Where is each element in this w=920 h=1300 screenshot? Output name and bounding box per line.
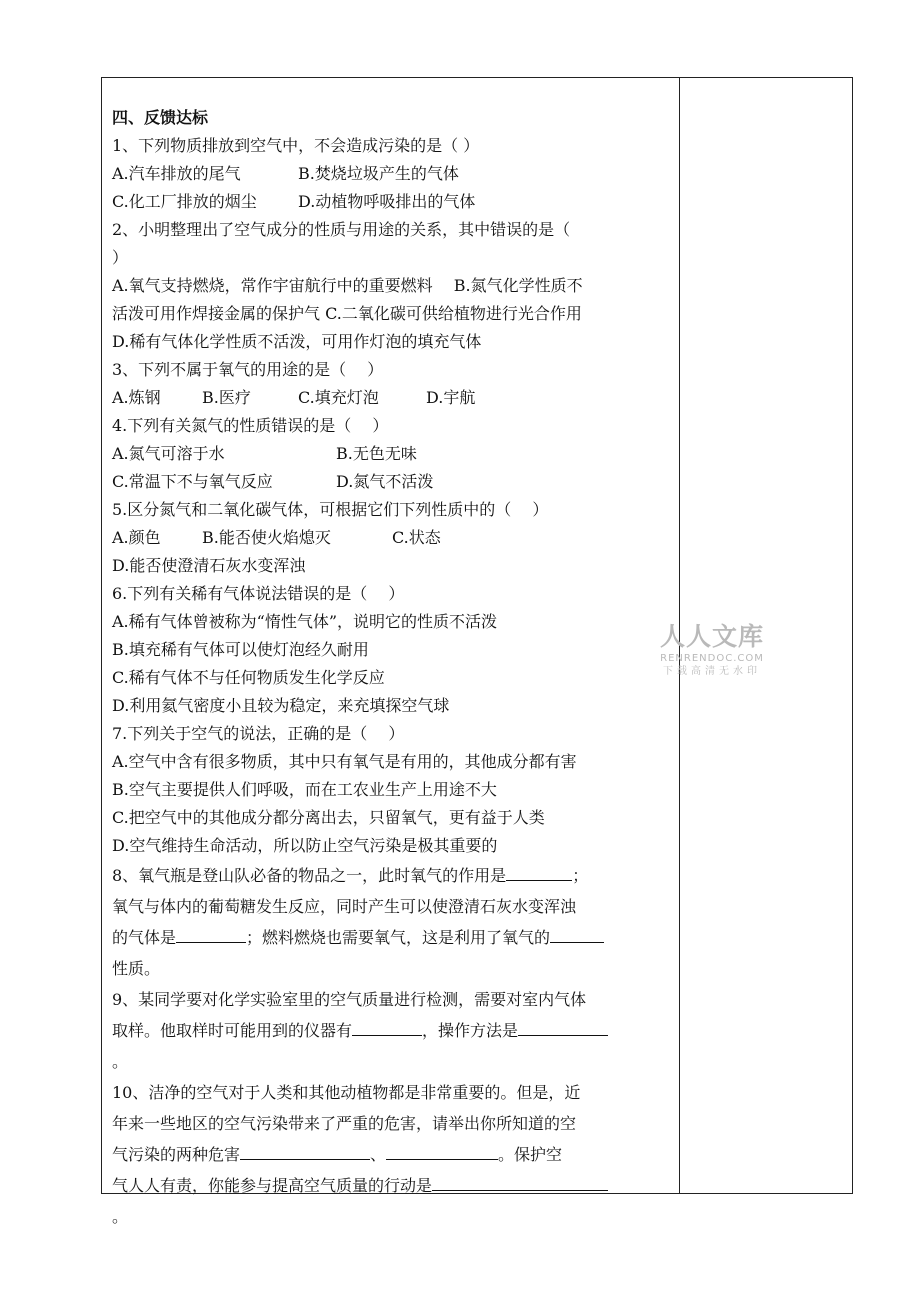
q10-text-4: 气人人有责，你能参与提高空气质量的行动是: [112, 1176, 433, 1195]
q10-blank-2[interactable]: [386, 1141, 498, 1160]
question-4-options-cd: [112, 468, 670, 496]
question-4-stem: 4.下列有关氮气的性质错误的是（ ）: [112, 416, 389, 435]
q5-option-c: C.状态: [392, 528, 441, 547]
q7-option-d: D.空气维持生命活动，所以防止空气污染是极其重要的: [112, 836, 498, 855]
question-2-options-bc: 活泼可用作焊接金属的保护气 C.二氧化碳可供给植物进行光合作用: [112, 304, 582, 323]
question-7-stem: 7.下列关于空气的说法，正确的是（ ）: [112, 724, 405, 743]
question-5-option-d: D.能否使澄清石灰水变浑浊: [112, 556, 306, 575]
question-8-line-3: [112, 922, 670, 953]
q1-option-c: C.化工厂排放的烟尘: [112, 192, 257, 211]
question-8-line-4: 性质。: [112, 959, 161, 978]
q10-text-3c: 。保护空: [498, 1145, 563, 1164]
q4-option-a: A.氮气可溶于水: [112, 444, 225, 463]
q4-option-c: C.常温下不与氧气反应: [112, 472, 273, 491]
q1-option-a: A.汽车排放的尾气: [112, 164, 241, 183]
q5-option-a: A.颜色: [112, 528, 161, 547]
q9-blank-2[interactable]: [518, 1017, 608, 1036]
watermark-subtitle: 下载高清无水印: [663, 666, 761, 677]
question-2-stem-end: ）: [112, 248, 129, 267]
q4-option-d: D.氮气不活泼: [336, 472, 434, 491]
question-1-options-cd: [112, 188, 670, 216]
question-10-line-1: 10、洁净的空气对于人类和其他动植物都是非常重要的。但是，近: [112, 1083, 581, 1102]
q9-text-2b: ，操作方法是: [422, 1021, 519, 1040]
q10-text-3b: 、: [370, 1145, 387, 1164]
q1-option-d: D.动植物呼吸排出的气体: [298, 192, 476, 211]
q8-text-3b: ；燃料燃烧也需要氧气，这是利用了氧气的: [246, 928, 551, 947]
question-8-line-2: 氧气与体内的葡萄糖发生反应，同时产生可以使澄清石灰水变浑浊: [112, 897, 577, 916]
q8-blank-3[interactable]: [550, 924, 604, 943]
q3-option-b: B.医疗: [202, 388, 251, 407]
question-3-stem: 3、下列不属于氧气的用途的是（ ）: [112, 360, 384, 379]
q1-option-b: B.焚烧垃圾产生的气体: [298, 164, 459, 183]
q4-option-b: B.无色无味: [336, 444, 417, 463]
q6-option-d: D.利用氦气密度小且较为稳定，来充填探空气球: [112, 696, 450, 715]
q8-blank-1[interactable]: [506, 862, 572, 881]
q9-text-2a: 取样。他取样时可能用到的仪器有: [112, 1021, 353, 1040]
q3-option-c: C.填充灯泡: [298, 388, 379, 407]
q10-blank-1[interactable]: [240, 1141, 370, 1160]
q8-blank-2[interactable]: [176, 924, 246, 943]
section-title: 四、反馈达标: [112, 108, 209, 127]
q3-option-a: A.炼钢: [112, 388, 161, 407]
q8-text-1: 8、氧气瓶是登山队必备的物品之一，此时氧气的作用是: [112, 866, 507, 885]
watermark-title: 人人文库: [659, 622, 764, 651]
question-6-stem: 6.下列有关稀有气体说法错误的是（ ）: [112, 584, 405, 603]
question-10-line-2: 年来一些地区的空气污染带来了严重的危害，请举出你所知道的空: [112, 1114, 577, 1133]
q3-option-d: D.宇航: [426, 388, 476, 407]
watermark: [651, 622, 773, 678]
q8-text-3a: 的气体是: [112, 928, 177, 947]
q7-option-c: C.把空气中的其他成分都分离出去，只留氧气，更有益于人类: [112, 808, 545, 827]
q7-option-a: A.空气中含有很多物质，其中只有氧气是有用的，其他成分都有害: [112, 752, 577, 771]
q6-option-c: C.稀有气体不与任何物质发生化学反应: [112, 668, 385, 687]
q5-option-b: B.能否使火焰熄灭: [202, 528, 331, 547]
question-2-option-d: D.稀有气体化学性质不活泼，可用作灯泡的填充气体: [112, 332, 482, 351]
question-9-line-2: [112, 1015, 670, 1046]
question-10-line-4: [112, 1170, 670, 1201]
q9-blank-1[interactable]: [352, 1017, 422, 1036]
question-5-options-abc: [112, 524, 670, 552]
question-1-stem: 1、下列物质排放到空气中，不会造成污染的是（ ）: [112, 136, 480, 155]
watermark-site: RENRENDOC.COM: [660, 653, 764, 664]
question-5-stem: 5.区分氮气和二氧化碳气体，可根据它们下列性质中的（ ）: [112, 500, 549, 519]
question-4-options-ab: [112, 440, 670, 468]
q10-text-3a: 气污染的两种危害: [112, 1145, 241, 1164]
question-9-line-1: 9、某同学要对化学实验室里的空气质量进行检测，需要对室内气体: [112, 990, 587, 1009]
q6-option-a: A.稀有气体曾被称为“惰性气体”，说明它的性质不活泼: [112, 612, 498, 631]
question-2-options-ab: A.氧气支持燃烧，常作宇宙航行中的重要燃料 B.氮气化学性质不: [112, 276, 583, 295]
q8-text-1-end: ；: [572, 866, 589, 885]
question-10-line-3: [112, 1139, 670, 1170]
q10-blank-3[interactable]: [432, 1172, 608, 1191]
question-3-options: [112, 384, 670, 412]
q6-option-b: B.填充稀有气体可以使灯泡经久耐用: [112, 640, 369, 659]
feedback-section: [112, 104, 670, 1232]
question-10-line-5: 。: [112, 1207, 129, 1226]
q7-option-b: B.空气主要提供人们呼吸，而在工农业生产上用途不大: [112, 780, 497, 799]
question-2-stem: 2、小明整理出了空气成分的性质与用途的关系，其中错误的是（: [112, 220, 571, 239]
question-1-options-ab: [112, 160, 670, 188]
question-8-line-1: [112, 860, 670, 891]
question-9-line-3: 。: [112, 1052, 129, 1071]
